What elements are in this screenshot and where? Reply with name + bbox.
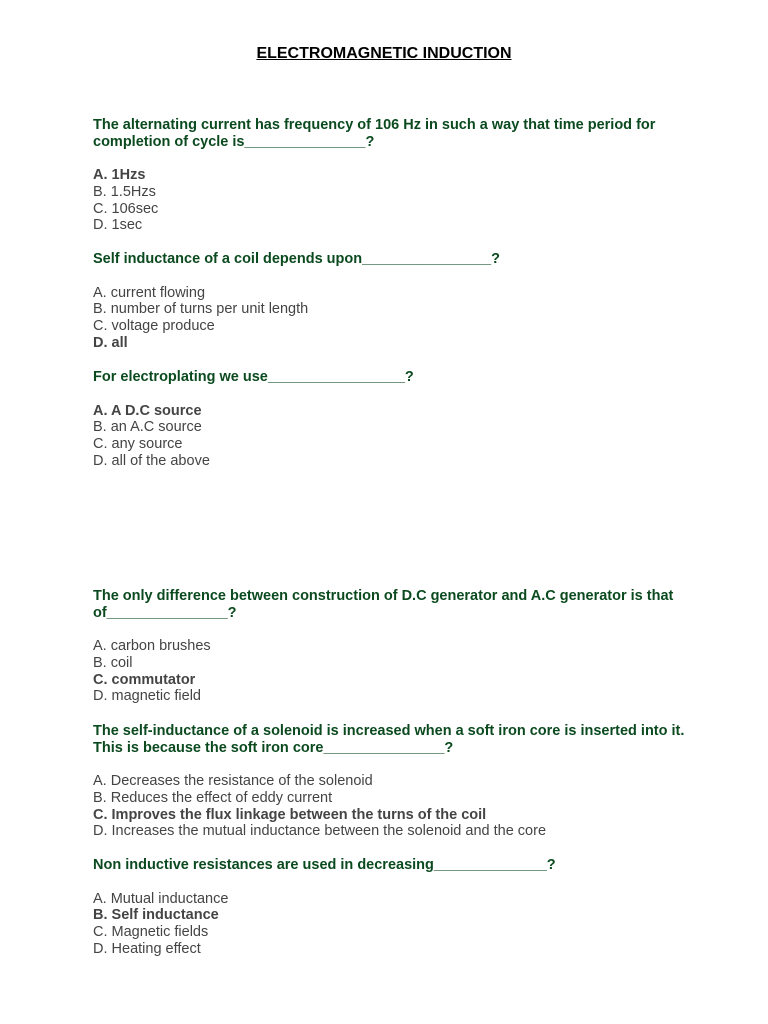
option-a: A. Mutual inductance bbox=[93, 890, 229, 907]
option-d: D. Heating effect bbox=[93, 940, 201, 957]
option-b: B. coil bbox=[93, 654, 133, 671]
option-b: B. an A.C source bbox=[93, 419, 202, 436]
option-a: A. current flowing bbox=[93, 284, 206, 301]
question-text: Self inductance of a coil depends upon________________? bbox=[93, 251, 500, 267]
question-text: Non inductive resistances are used in decreasing______________? bbox=[93, 857, 556, 873]
option-a: A. carbon brushes bbox=[93, 638, 211, 654]
option-d: D. all bbox=[93, 334, 128, 351]
option-c: C. Magnetic fields bbox=[93, 924, 209, 941]
option-d: D. 1sec bbox=[93, 217, 143, 234]
option-c: C. voltage produce bbox=[93, 318, 215, 335]
option-a: A. A D.C source bbox=[93, 402, 202, 419]
question-block-2 bbox=[93, 251, 693, 352]
option-a: A. Decreases the resistance of the solenoid bbox=[93, 773, 373, 789]
option-d: D. all of the above bbox=[93, 452, 210, 469]
question-text: For electroplating we use_________________? bbox=[93, 369, 414, 385]
question-block-3 bbox=[93, 369, 693, 470]
question-text: The alternating current has frequency of 106 Hz in such a way that time period for completion of cycle is_______________? bbox=[93, 117, 660, 150]
option-b: B. 1.5Hzs bbox=[93, 183, 156, 200]
option-c: C. 106sec bbox=[93, 200, 159, 217]
question-text: The self-inductance of a solenoid is increased when a soft iron core is inserted into it. This is because the soft iron core_______________? bbox=[93, 723, 689, 756]
option-a: A. 1Hzs bbox=[93, 167, 146, 183]
page-title: ELECTROMAGNETIC INDUCTION bbox=[256, 45, 512, 62]
option-c: C. any source bbox=[93, 436, 183, 453]
option-d: D. magnetic field bbox=[93, 688, 201, 705]
option-c: C. Improves the flux linkage between the turns of the coil bbox=[93, 806, 487, 823]
question-text: The only difference between construction of D.C generator and A.C generator is that of_______________? bbox=[93, 588, 678, 621]
option-d: D. Increases the mutual inductance between the solenoid and the core bbox=[93, 823, 547, 840]
option-b: B. Reduces the effect of eddy current bbox=[93, 789, 333, 806]
question-block-5 bbox=[93, 723, 693, 840]
option-c: C. commutator bbox=[93, 671, 196, 688]
question-block-1 bbox=[93, 117, 693, 234]
question-block-6 bbox=[93, 857, 693, 958]
option-b: B. number of turns per unit length bbox=[93, 301, 309, 318]
question-block-4 bbox=[93, 588, 693, 705]
option-b: B. Self inductance bbox=[93, 907, 219, 924]
